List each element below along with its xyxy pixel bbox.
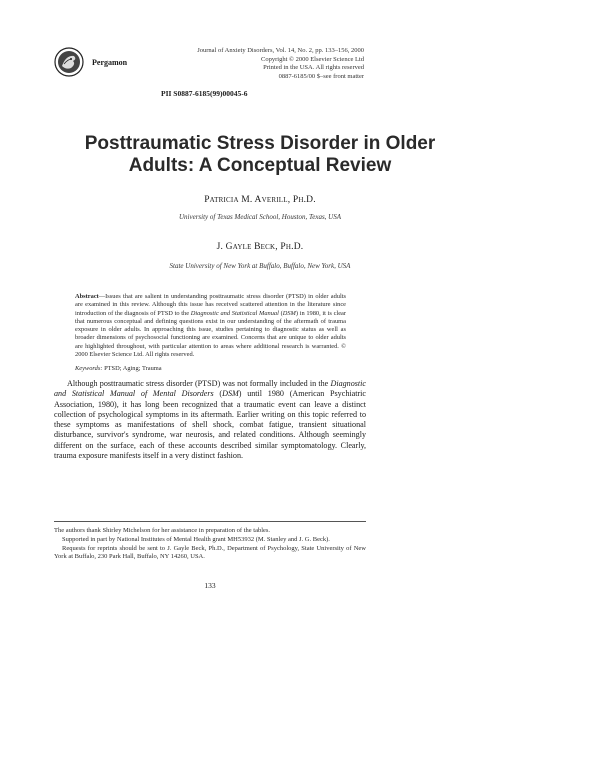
abstract-text: ) in 1980, it is clear that numerous conceptual and defining questions exist in our understanding of the aftermath of trauma exposure in older adults. In approaching this issue, studies pertaining to diagnostic status as well as broader dimensions of psychosocial functioning are examined. Concerns that are unique to older adults are highlighted throughout, with particular attention to areas where additional research is warranted. © 2000 Elsevier Science Ltd. All rights reserved. <box>75 309 346 359</box>
abstract <box>75 293 346 359</box>
keywords-text: PTSD; Aging; Trauma <box>102 365 162 372</box>
keywords-label: Keywords: <box>75 365 103 372</box>
footnote-support: Supported in part by National Institutes of Mental Health grant MH53932 (M. Stanley and J. G. Beck). <box>62 535 330 543</box>
body-text-italic: DSM <box>222 389 239 399</box>
pii-identifier: PII S0887-6185(99)00045-6 <box>161 89 248 98</box>
article-title <box>40 133 480 177</box>
body-text-run: ) until 1980 (American Psychiatric Association, 1980), it has long been recognized that a traumatic event can leave a distinct collection of psychological symptoms in its aftermath. Earlier writing on this topic referred to these symptoms as manifestations of shell shock, combat fatigue, transient situational disturbance, survivor's syndrome, war neurosis, and related conditions. Although seemingly different on the surface, each of these accounts described similar symptomatology. Clearly, trauma exposure manifests itself in a very distinct fashion. <box>54 389 366 461</box>
title-line: Posttraumatic Stress Disorder in Older <box>84 133 436 154</box>
author-affiliation: University of Texas Medical School, Houston, Texas, USA <box>178 213 342 221</box>
abstract-text: ( <box>278 309 283 317</box>
journal-line: 0887-6185/00 $–see front matter <box>278 72 364 80</box>
body-text-run: ( <box>213 389 223 399</box>
footnotes <box>54 527 366 562</box>
page-number: 133 <box>204 581 216 590</box>
abstract-text: —Issues that are salient in understanding posttraumatic stress disorder (PTSD) in older adults are examined in this review. Although this issue has received scattered attention in the literature since introduction of the diagnosis of PTSD to the <box>75 293 346 317</box>
body-text-run: Although posttraumatic stress disorder (PTSD) was not formally included in the <box>67 379 331 388</box>
body-text-italic: Diagnostic and Statistical Manual of Mental Disorders <box>54 379 366 399</box>
publisher-name: Pergamon <box>92 58 128 67</box>
body-paragraph <box>54 379 366 461</box>
abstract-text-italic: Diagnostic and Statistical Manual <box>190 309 279 317</box>
footnote-thanks: The authors thank Shirley Michelson for her assistance in preparation of the tables. <box>54 527 271 534</box>
footnote-reprints: Requests for reprints should be sent to J. Gayle Beck, Ph.D., Department of Psychology, State University of New York at Buffalo, 230 Park Hall, Buffalo, NY 14260, USA. <box>54 544 366 561</box>
keywords <box>75 365 162 372</box>
author-name: J. Gayle Beck, Ph.D. <box>216 242 304 252</box>
journal-line: Journal of Anxiety Disorders, Vol. 14, No. 2, pp. 133–156, 2000 <box>197 47 364 54</box>
body-text <box>54 379 366 461</box>
author-affiliation: State University of New York at Buffalo, Buffalo, New York, USA <box>169 262 351 270</box>
journal-line: Copyright © 2000 Elsevier Science Ltd <box>261 55 364 63</box>
pergamon-logo-icon <box>54 47 84 77</box>
abstract-text-italic: DSM <box>282 309 296 317</box>
author-name: Patricia M. Averill, Ph.D. <box>204 195 316 205</box>
journal-citation <box>124 47 364 81</box>
footnote-divider <box>54 521 366 522</box>
journal-line: Printed in the USA. All rights reserved <box>263 64 364 72</box>
abstract-label: Abstract <box>75 293 99 300</box>
title-line: Adults: A Conceptual Review <box>128 155 392 176</box>
